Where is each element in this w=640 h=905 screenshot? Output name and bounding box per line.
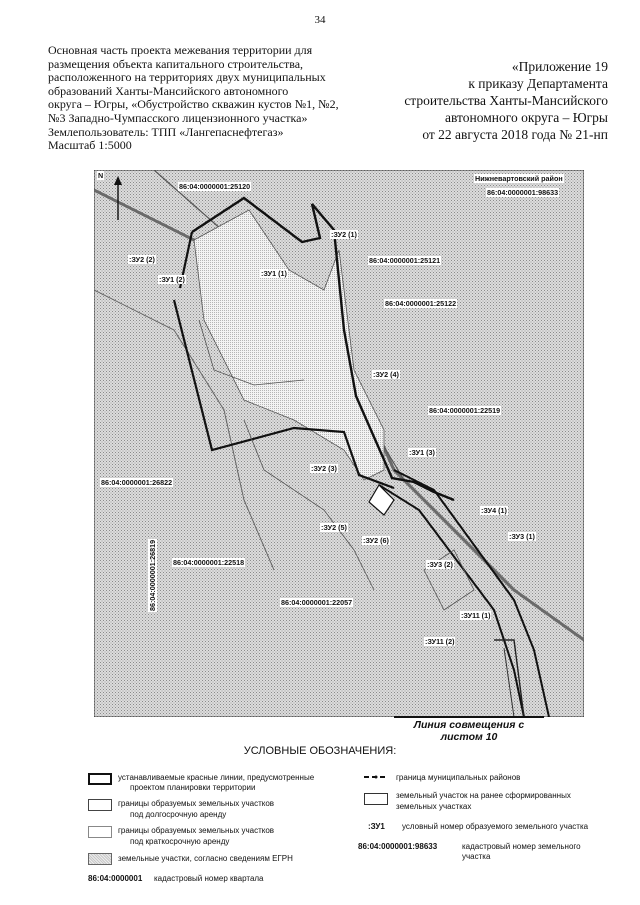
survey-map (94, 170, 584, 717)
legend-quarter-number: 86:04:0000001 (88, 874, 143, 883)
plot-label: :ЗУ11 (2) (425, 637, 455, 646)
legend-zu-code: :ЗУ1 (368, 822, 385, 831)
legend-title: УСЛОВНЫЕ ОБОЗНАЧЕНИЯ: (243, 745, 397, 757)
header-left-line: Масштаб 1:5000 (48, 138, 132, 153)
header-left-line: Основная часть проекта межевания территории для (48, 43, 313, 57)
header-right-line: строительства Ханты-Мансийского (404, 93, 608, 108)
legend-swatch-egrn (88, 853, 112, 865)
plot-label: :ЗУ2 (3) (311, 464, 337, 473)
legend-text: земельных участках (396, 802, 472, 811)
parcel-label: 86:04:0000001:22057 (281, 598, 353, 607)
plot-label: :ЗУ2 (1) (331, 230, 357, 239)
map-drawing (94, 170, 584, 717)
legend-text: границы образуемых земельных участков (118, 799, 275, 808)
sheet-join-line: Линия совмещения с листом 10 (394, 716, 544, 743)
parcel-label: 86:04:0000001:26819 (148, 539, 157, 611)
plot-label: :ЗУ3 (2) (427, 560, 453, 569)
legend-swatch-short-lease (88, 826, 112, 838)
legend-swatch-long-lease (88, 799, 112, 811)
parcel-label: 86:04:0000001:25120 (179, 182, 251, 191)
plot-label: :ЗУ2 (2) (129, 255, 155, 264)
header-right-line: к приказу Департамента (468, 76, 608, 91)
parcel-label: 86:04:0000001:25121 (369, 256, 441, 265)
header-left-line: округа – Югры, «Обустройство скважин кустов №1, №2, (48, 97, 339, 112)
header-left-line: Землепользователь: ТПП «Лангепаснефтегаз» (48, 124, 284, 139)
legend-text: проектом планировки территории (130, 783, 256, 792)
page-number: 34 (314, 14, 326, 26)
legend-cadastral-number: 86:04:0000001:98633 (358, 842, 438, 851)
legend-text: под краткосрочную аренду (130, 837, 230, 846)
header-left-line: №3 Западно-Чумпасского лицензионного участка» (48, 110, 308, 125)
header-left-line: размещения объекта капитального строительства, (48, 56, 304, 71)
appendix-header (360, 58, 608, 143)
header-right-line: автономного округа – Югры (445, 110, 608, 125)
parcel-label: 86:04:0000001:22518 (173, 558, 245, 567)
plot-label: :ЗУ2 (5) (321, 523, 347, 532)
north-arrow-icon (110, 176, 126, 220)
plot-label: :ЗУ2 (6) (363, 536, 389, 545)
parcel-label: 86:04:0000001:25122 (385, 299, 457, 308)
legend-text: граница муниципальных районов (396, 773, 521, 782)
legend-text: участка (462, 852, 491, 861)
legend-text: земельный участок на ранее сформированных (396, 791, 571, 800)
legend-swatch-red-lines (88, 773, 112, 785)
parcel-label: 86:04:0000001:98633 (487, 188, 559, 197)
plot-label: :ЗУ1 (3) (409, 448, 435, 457)
legend-text: земельные участки, согласно сведениям ЕГРН (118, 854, 293, 863)
plot-label: :ЗУ1 (1) (261, 269, 287, 278)
legend-swatch-formed (364, 793, 388, 805)
parcel-label: 86:04:0000001:26822 (101, 478, 173, 487)
plot-label: :ЗУ11 (1) (461, 611, 491, 620)
legend-text: кадастровый номер квартала (154, 874, 264, 883)
legend-swatch-municipal (364, 772, 388, 782)
legend-text: кадастровый номер земельного (462, 842, 581, 851)
legend-text: границы образуемых земельных участков (118, 826, 275, 835)
plot-label: :ЗУ3 (1) (509, 532, 535, 541)
plot-label: :ЗУ1 (2) (159, 275, 185, 284)
header-right-line: «Приложение 19 (511, 59, 608, 74)
legend-text: устанавливаемые красные линии, предусмотренные (118, 773, 315, 782)
header-right-line: от 22 августа 2018 года № 21-нп (422, 127, 608, 142)
plot-label: :ЗУ2 (4) (373, 370, 399, 379)
north-label: N (98, 171, 104, 180)
district-label: Нижневартовский район (475, 174, 563, 183)
parcel-label: 86:04:0000001:22519 (429, 406, 501, 415)
header-left-line: образований Ханты-Мансийского автономного (48, 83, 289, 98)
project-description (48, 44, 348, 153)
header-left-line: расположенного на территориях двух муниципальных (48, 70, 326, 85)
legend-text: под долгосрочную аренду (130, 810, 227, 819)
plot-label: :ЗУ4 (1) (481, 506, 507, 515)
legend-text: условный номер образуемого земельного участка (402, 822, 589, 831)
